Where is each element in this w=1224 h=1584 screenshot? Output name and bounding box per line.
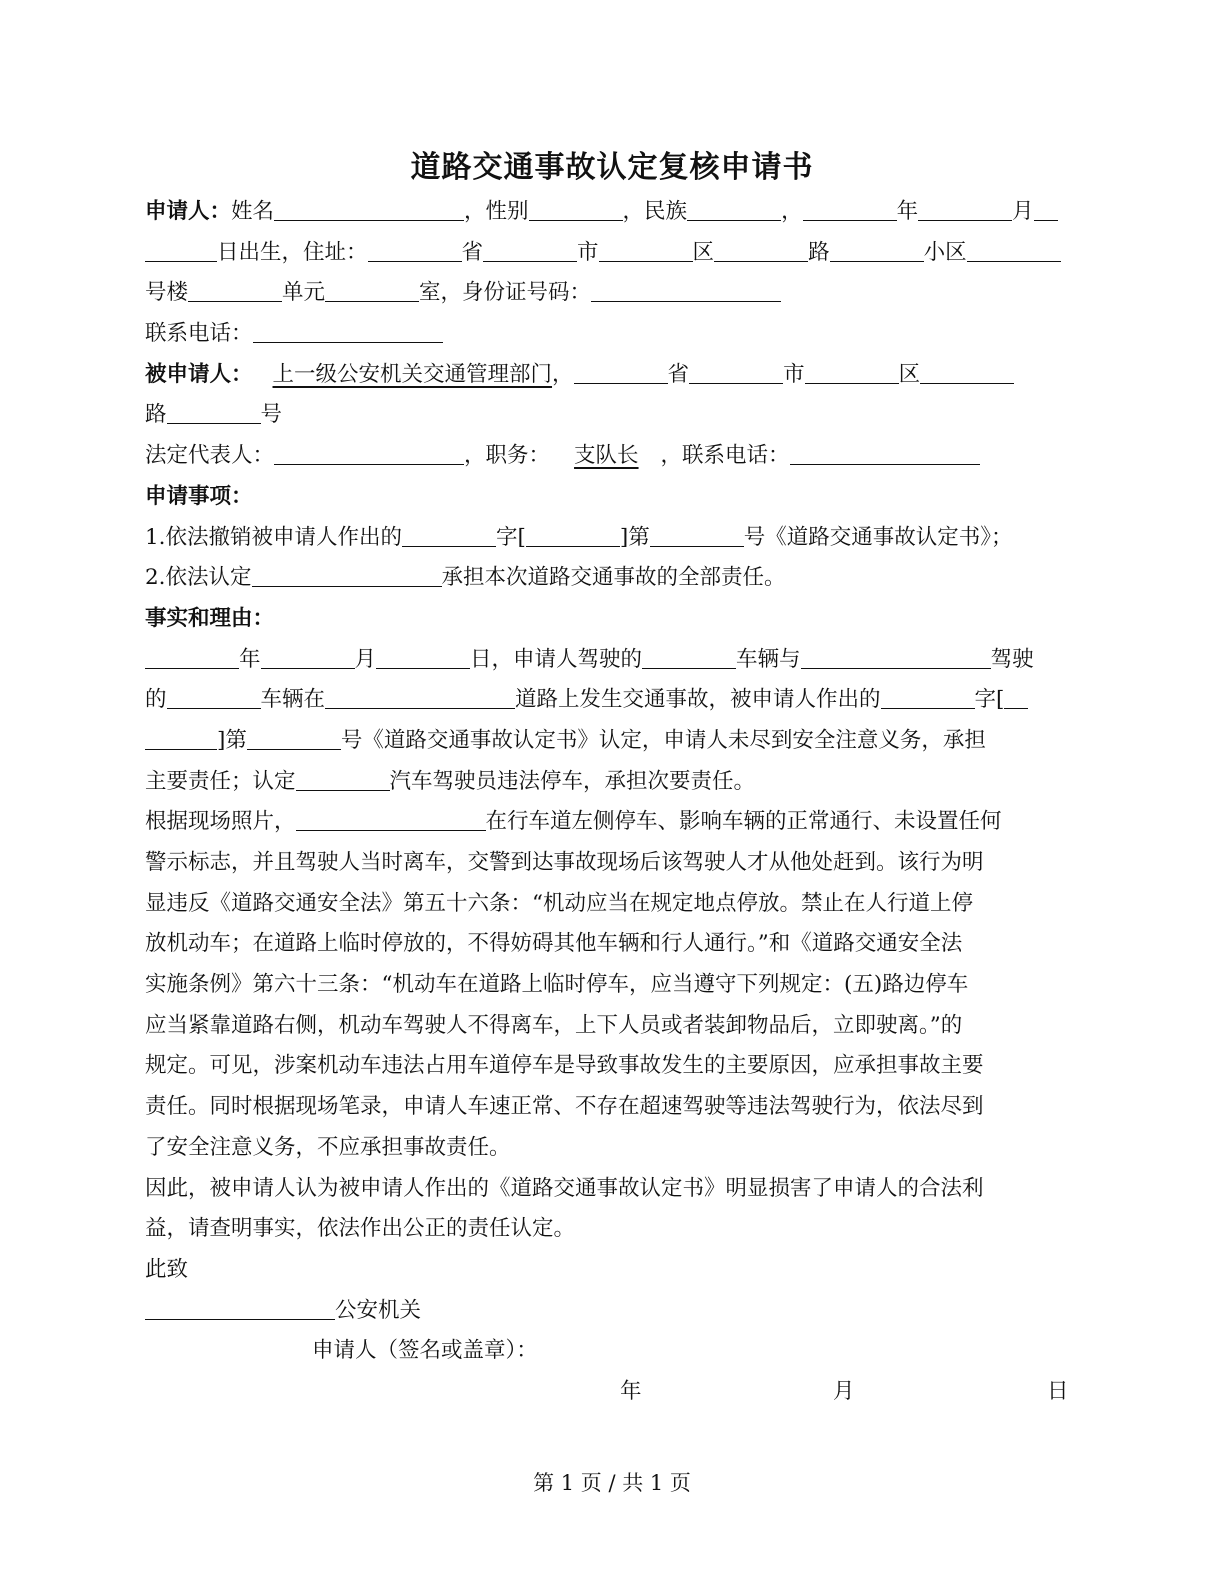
respondent-line-1: 被申请人： 上一级公安机关交通管理部门， 省 市 区: [145, 355, 1085, 396]
blank-field[interactable]: [167, 684, 261, 709]
document-body: [145, 192, 1085, 1413]
page-footer: 第 1 页 / 共 1 页: [533, 1471, 691, 1495]
respondent-name: 上一级公安机关交通管理部门: [272, 361, 553, 387]
signature-line: 申请人（签名或盖章）：: [312, 1338, 538, 1364]
blank-field[interactable]: [325, 277, 419, 302]
facts-line: 主要责任；认定 汽车驾驶员违法停车，承担次要责任。: [145, 762, 1085, 803]
phone-field[interactable]: [790, 440, 980, 465]
blank-field[interactable]: [296, 766, 390, 791]
facts-line: 应当紧靠道路右侧，机动车驾驶人不得离车，上下人员或者装卸物品后，立即驶离。”的: [145, 1012, 963, 1038]
facts-line: 警示标志，并且驾驶人当时离车，交警到达事故现场后该驾驶人才从他处赶到。该行为明: [145, 850, 984, 875]
blank-field[interactable]: [247, 725, 341, 750]
applicant-line-3: 号楼 单元 室，身份证号码：: [145, 273, 1085, 314]
facts-heading: 事实和理由：: [145, 605, 275, 631]
respondent-line-2: 路 号: [145, 395, 1085, 436]
blank-field[interactable]: [188, 277, 282, 302]
blank-field[interactable]: [967, 237, 1061, 262]
blank-field[interactable]: [296, 806, 486, 831]
blank-field[interactable]: [145, 725, 217, 750]
blank-field[interactable]: [261, 644, 355, 669]
matters-item-2: 2.依法认定 承担本次道路交通事故的全部责任。: [145, 558, 1085, 599]
blank-field[interactable]: [805, 359, 899, 384]
id-number-field[interactable]: [591, 277, 781, 302]
date-line: [145, 1372, 1085, 1413]
respondent-heading: 被申请人：: [145, 361, 253, 387]
blank-field[interactable]: [642, 644, 736, 669]
matters-item-1: 1.依法撤销被申请人作出的 字[ ]第 号《道路交通事故认定书》；: [145, 518, 1085, 559]
phone-field[interactable]: [253, 318, 443, 343]
blank-field[interactable]: [376, 644, 470, 669]
blank-field[interactable]: [274, 196, 464, 221]
date-day: 日: [1047, 1378, 1069, 1404]
blank-field[interactable]: [574, 359, 668, 384]
facts-line: 根据现场照片， 在行车道左侧停车、影响车辆的正常通行、未设置任何: [145, 802, 1085, 843]
blank-field[interactable]: [325, 684, 515, 709]
blank-field[interactable]: [1004, 684, 1028, 709]
blank-field[interactable]: [881, 684, 975, 709]
blank-field[interactable]: [529, 196, 623, 221]
date-month: 月: [833, 1378, 855, 1404]
salutation: 此致: [145, 1256, 189, 1282]
applicant-heading: 申请人：: [145, 199, 232, 224]
applicant-line-1: 申请人：姓名 ，性别 ，民族 ， 年 月: [145, 192, 1085, 233]
page-title: 道路交通事故认定复核申请书: [410, 150, 814, 185]
addressee-line: 公安机关: [145, 1291, 1085, 1332]
blank-field[interactable]: [714, 237, 808, 262]
legal-rep-line: 法定代表人： ，职务： 支队长 ，联系电话：: [145, 436, 1085, 477]
blank-field[interactable]: [801, 644, 991, 669]
applicant-line-2: 日出生，住址： 省 市 区 路 小区: [145, 233, 1085, 274]
blank-field[interactable]: [650, 522, 744, 547]
applicant-line-4: 联系电话：: [145, 314, 1085, 355]
blank-field[interactable]: [274, 440, 464, 465]
facts-line: 规定。可见，涉案机动车违法占用车道停车是导致事故发生的主要原因，应承担事故主要: [145, 1053, 984, 1079]
facts-line: 显违反《道路交通安全法》第五十六条：“机动应当在规定地点停放。禁止在人行道上停: [145, 890, 973, 916]
blank-field[interactable]: [918, 196, 1012, 221]
blank-field[interactable]: [145, 644, 239, 669]
conclusion-line: 益，请查明事实，依法作出公正的责任认定。: [145, 1216, 576, 1242]
blank-field[interactable]: [252, 562, 442, 587]
blank-field[interactable]: [402, 522, 496, 547]
facts-line: 的 车辆在 道路上发生交通事故，被申请人作出的 字[: [145, 680, 1085, 721]
date-year: 年: [620, 1378, 642, 1404]
blank-field[interactable]: [368, 237, 462, 262]
facts-line: ]第 号《道路交通事故认定书》认定，申请人未尽到安全注意义务，承担: [145, 721, 1085, 762]
blank-field[interactable]: [803, 196, 897, 221]
blank-field[interactable]: [1034, 196, 1058, 221]
blank-field[interactable]: [689, 359, 783, 384]
position-value: 支队长: [574, 443, 639, 469]
authority-field[interactable]: [145, 1295, 335, 1320]
facts-line: 了安全注意义务，不应承担事故责任。: [145, 1134, 511, 1160]
facts-line: 责任。同时根据现场笔录，申请人车速正常、不存在超速驾驶等违法驾驶行为，依法尽到: [145, 1094, 984, 1120]
facts-line: 实施条例》第六十三条：“机动车在道路上临时停车，应当遵守下列规定：(五)路边停车: [145, 972, 969, 998]
blank-field[interactable]: [687, 196, 781, 221]
facts-line: 放机动车；在道路上临时停放的，不得妨碍其他车辆和行人通行。”和《道路交通安全法: [145, 931, 963, 957]
blank-field[interactable]: [145, 237, 217, 262]
blank-field[interactable]: [526, 522, 620, 547]
blank-field[interactable]: [920, 359, 1014, 384]
blank-field[interactable]: [167, 399, 261, 424]
blank-field[interactable]: [830, 237, 924, 262]
blank-field[interactable]: [483, 237, 577, 262]
matters-heading: 申请事项：: [145, 483, 253, 509]
conclusion-line: 因此，被申请人认为被申请人作出的《道路交通事故认定书》明显损害了申请人的合法利: [145, 1175, 984, 1201]
facts-line: 年 月 日，申请人驾驶的 车辆与 驾驶: [145, 640, 1085, 681]
blank-field[interactable]: [599, 237, 693, 262]
